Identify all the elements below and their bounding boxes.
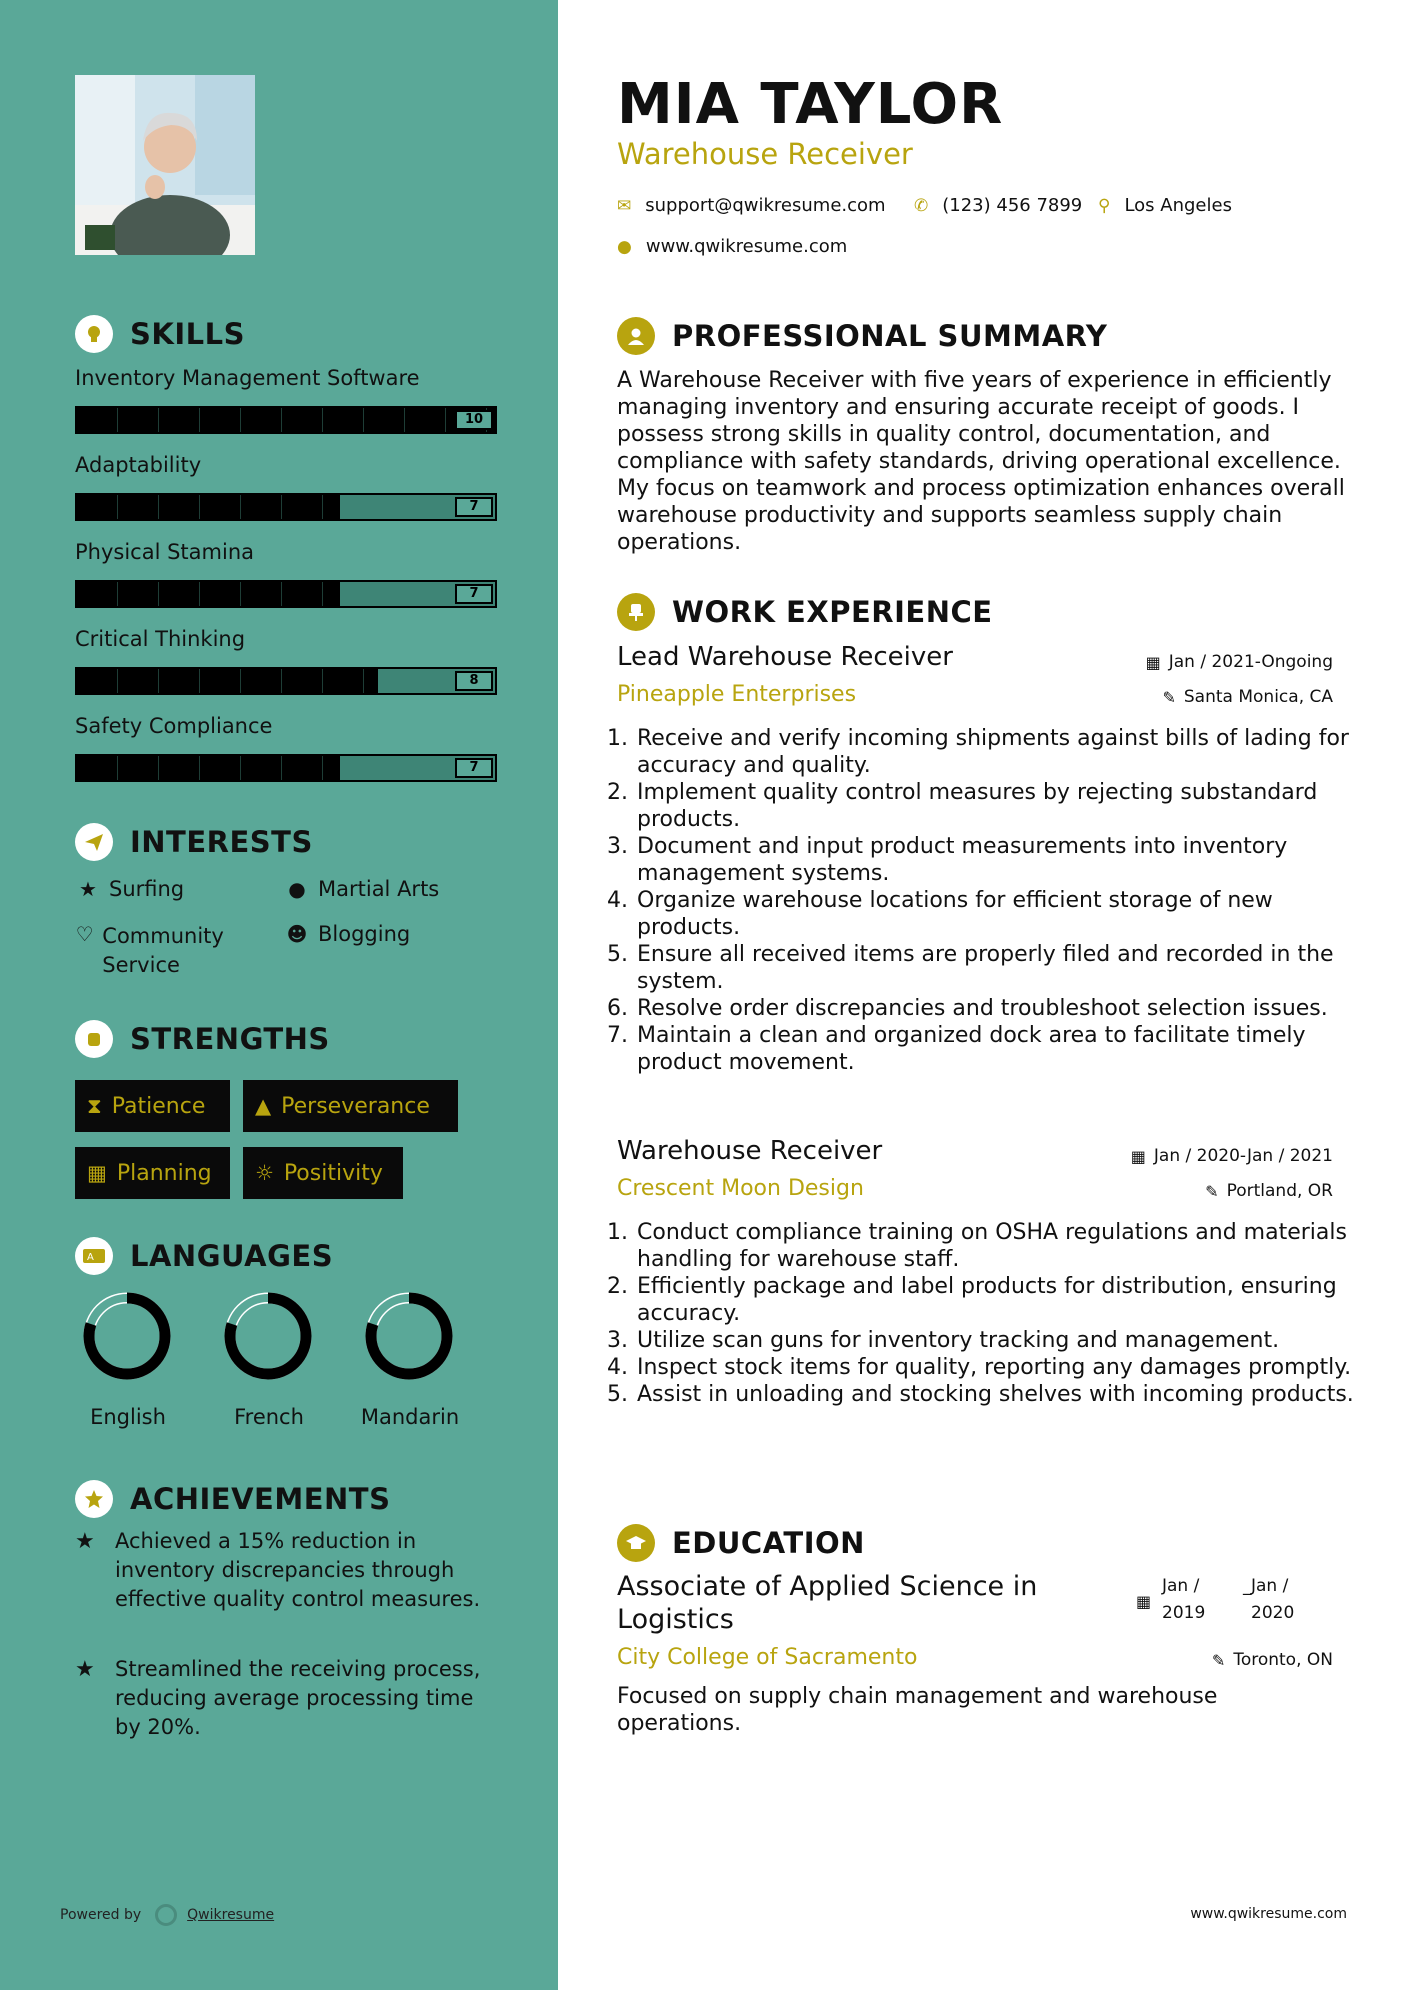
skill-bar-fill <box>77 669 378 693</box>
skills-heading <box>75 315 245 353</box>
skill-level: 8 <box>455 671 493 691</box>
language-label: Mandarin <box>360 1405 460 1429</box>
education-date-end <box>1251 1573 1294 1627</box>
education-date-start <box>1162 1573 1205 1627</box>
education-location <box>1212 1650 1333 1670</box>
interest-label: Surfing <box>109 877 185 901</box>
experience-title: WORK EXPERIENCE <box>672 595 993 629</box>
email-text: support@qwikresume.com <box>645 195 886 216</box>
phone-icon: ✆ <box>914 195 929 216</box>
duty-item: 5. Assist in unloading and stocking shelves with incoming products. <box>635 1381 1365 1408</box>
skill-level: 7 <box>455 758 493 778</box>
strength-label: Perseverance <box>281 1093 430 1119</box>
skill-name: Critical Thinking <box>75 627 246 651</box>
graduation-cap-icon <box>617 1524 655 1562</box>
interest-item <box>75 922 255 980</box>
duty-item: 7. Maintain a clean and organized dock area to facilitate timely product movement. <box>635 1022 1365 1076</box>
language-icon <box>75 1237 113 1275</box>
sidebar <box>0 0 558 1990</box>
language-ring <box>223 1291 315 1383</box>
star-award-icon: ★ <box>75 1657 95 1682</box>
achievements-title: ACHIEVEMENTS <box>130 1482 391 1516</box>
languages-heading <box>75 1237 333 1275</box>
skill-bar <box>75 667 497 695</box>
job-location-text: Portland, OR <box>1226 1181 1333 1201</box>
duty-item: 1. Receive and verify incoming shipments against bills of lading for accuracy and quality. <box>635 725 1365 779</box>
interests-title: INTERESTS <box>130 825 313 859</box>
strength-label: Patience <box>111 1093 206 1119</box>
language-ring <box>364 1291 456 1383</box>
achievement-text: Streamlined the receiving process, reducing average processing time by 20%. <box>115 1657 481 1739</box>
powered-by-label: Powered by <box>60 1907 142 1923</box>
calendar-icon: ▦ <box>1145 652 1161 672</box>
job-location <box>1162 687 1333 707</box>
date-start-year: 2019 <box>1162 1603 1206 1623</box>
interest-item <box>75 877 184 901</box>
office-chair-icon <box>617 593 655 631</box>
skill-level: 7 <box>455 584 493 604</box>
lightbulb-icon <box>75 315 113 353</box>
paper-plane-icon <box>75 823 113 861</box>
achievement-text: Achieved a 15% reduction in inventory discrepancies through effective quality control measures. <box>115 1529 481 1611</box>
hourglass-icon: ⧗ <box>87 1093 102 1118</box>
calendar-icon: ▦ <box>1136 1592 1152 1611</box>
education-heading <box>617 1524 865 1562</box>
candidate-name: MIA TAYLOR <box>617 72 1004 137</box>
interest-label: Blogging <box>318 922 411 946</box>
website-text: www.qwikresume.com <box>645 236 848 257</box>
calendar-icon: ▦ <box>1130 1146 1146 1166</box>
fist-icon <box>75 1020 113 1058</box>
globe-icon: ● <box>288 877 306 901</box>
skill-bar-fill <box>77 495 340 519</box>
summary-heading <box>617 317 1107 355</box>
interests-heading <box>75 823 313 861</box>
phone-text: (123) 456 7899 <box>942 195 1083 216</box>
pushpin-icon: ✎ <box>1162 687 1176 707</box>
duty-item: 6. Resolve order discrepancies and troubleshoot selection issues. <box>635 995 1365 1022</box>
education-degree: Associate of Applied Science in Logistics <box>617 1571 1038 1635</box>
star-icon: ★ <box>79 877 97 901</box>
calendar-icon: ▦ <box>87 1161 107 1185</box>
pushpin-icon: ✎ <box>1205 1181 1219 1201</box>
skill-bar <box>75 754 497 782</box>
achievement-item <box>75 1527 495 1614</box>
achievement-item <box>75 1655 495 1742</box>
job-company: Crescent Moon Design <box>617 1176 864 1201</box>
contact-website[interactable] <box>617 236 847 257</box>
skill-bar-fill <box>77 756 340 780</box>
education-description: Focused on supply chain management and warehouse operations. <box>617 1684 1218 1736</box>
job-date-text: Jan / 2021-Ongoing <box>1168 652 1333 672</box>
location-text: Los Angeles <box>1124 195 1232 216</box>
language-label: English <box>90 1405 166 1429</box>
skill-name: Inventory Management Software <box>75 366 420 390</box>
duty-item: 4. Inspect stock items for quality, reporting any damages promptly. <box>635 1354 1365 1381</box>
powered-by <box>60 1904 274 1926</box>
strength-label: Positivity <box>283 1160 383 1186</box>
skill-bar <box>75 580 497 608</box>
interest-label: Martial Arts <box>318 877 440 901</box>
envelope-icon: ✉ <box>617 195 632 216</box>
languages-title: LANGUAGES <box>130 1239 334 1273</box>
duty-item: 2. Implement quality control measures by rejecting substandard products. <box>635 779 1365 833</box>
star-award-icon: ★ <box>75 1529 95 1554</box>
skill-name: Physical Stamina <box>75 540 255 564</box>
skill-level: 10 <box>455 410 493 430</box>
job-date-text: Jan / 2020-Jan / 2021 <box>1153 1146 1333 1166</box>
job-title: Warehouse Receiver <box>617 1136 883 1166</box>
strength-tag <box>75 1080 230 1132</box>
education-school: City College of Sacramento <box>617 1645 918 1670</box>
strength-tag <box>243 1080 458 1132</box>
footer-website[interactable]: www.qwikresume.com <box>1190 1906 1347 1922</box>
job-duties-list <box>617 725 1365 1076</box>
globe-icon: ● <box>617 236 632 257</box>
education-location-text: Toronto, ON <box>1233 1650 1333 1670</box>
duty-item: 3. Utilize scan guns for inventory tracking and management. <box>635 1327 1365 1354</box>
pushpin-icon: ✎ <box>1211 1650 1226 1670</box>
interest-item <box>284 922 410 946</box>
qwikresume-link[interactable]: Qwikresume <box>187 1907 275 1923</box>
skill-level: 7 <box>455 497 493 517</box>
trophy-star-icon <box>75 1480 113 1518</box>
svg-text:A: A <box>87 1252 94 1263</box>
skill-bar-fill <box>77 408 495 432</box>
map-marker-icon: ⚲ <box>1098 195 1111 216</box>
experience-heading <box>617 593 993 631</box>
duty-item: 4. Organize warehouse locations for efficient storage of new products. <box>635 887 1365 941</box>
date-end-year: 2020 <box>1251 1603 1295 1623</box>
job-date <box>1131 1146 1333 1166</box>
achievements-heading <box>75 1480 390 1518</box>
road-icon: ▲ <box>255 1094 272 1118</box>
interest-label: Community Service <box>102 924 224 977</box>
duty-item: 5. Ensure all received items are properly filed and recorded in the system. <box>635 941 1365 995</box>
skill-bar-fill <box>77 582 340 606</box>
duty-item: 3. Document and input product measurements into inventory management systems. <box>635 833 1365 887</box>
skill-name: Adaptability <box>75 453 202 477</box>
strength-label: Planning <box>116 1160 212 1186</box>
skills-title: SKILLS <box>130 317 245 351</box>
sun-icon: ☼ <box>255 1161 274 1185</box>
interest-item <box>284 877 439 901</box>
job-location <box>1205 1181 1333 1201</box>
contact-phone[interactable] <box>914 195 1082 216</box>
job-date <box>1146 652 1333 672</box>
candidate-role: Warehouse Receiver <box>617 137 913 171</box>
strength-tag <box>75 1147 230 1199</box>
skill-name: Safety Compliance <box>75 714 273 738</box>
job-company: Pineapple Enterprises <box>617 682 857 707</box>
job-duties-list <box>617 1219 1365 1408</box>
contact-email[interactable] <box>617 195 886 216</box>
job-location-text: Santa Monica, CA <box>1183 687 1333 707</box>
date-start-month: Jan / <box>1162 1576 1200 1596</box>
skill-bar <box>75 493 497 521</box>
job-title: Lead Warehouse Receiver <box>617 642 953 672</box>
strength-tag <box>243 1147 403 1199</box>
summary-title: PROFESSIONAL SUMMARY <box>672 319 1108 353</box>
date-separator: _ <box>1243 1576 1252 1596</box>
strengths-heading <box>75 1020 330 1058</box>
handshake-icon: ♡ <box>75 922 94 946</box>
duty-item: 2. Efficiently package and label products for distribution, ensuring accuracy. <box>635 1273 1365 1327</box>
date-end-month: Jan / <box>1251 1576 1289 1596</box>
strengths-title: STRENGTHS <box>130 1022 330 1056</box>
user-icon <box>617 317 655 355</box>
qwikresume-logo-icon <box>155 1904 177 1926</box>
summary-text: A Warehouse Receiver with five years of experience in efficiently managing inventory and ensuring accurate receipt of goods. I possess strong skills in quality control, documentation, and compliance with safety standards, driving operational excellence. My focus on teamwork and process optimization enhances overall warehouse productivity and supports seamless supply chain operations. <box>617 368 1345 555</box>
language-label: French <box>234 1405 304 1429</box>
skill-bar <box>75 406 497 434</box>
language-ring <box>82 1291 174 1383</box>
profile-photo <box>75 75 255 255</box>
users-icon: ☻ <box>286 922 308 946</box>
education-title: EDUCATION <box>672 1526 865 1560</box>
duty-item: 1. Conduct compliance training on OSHA regulations and materials handling for warehouse staff. <box>635 1219 1365 1273</box>
contact-location <box>1098 195 1232 216</box>
